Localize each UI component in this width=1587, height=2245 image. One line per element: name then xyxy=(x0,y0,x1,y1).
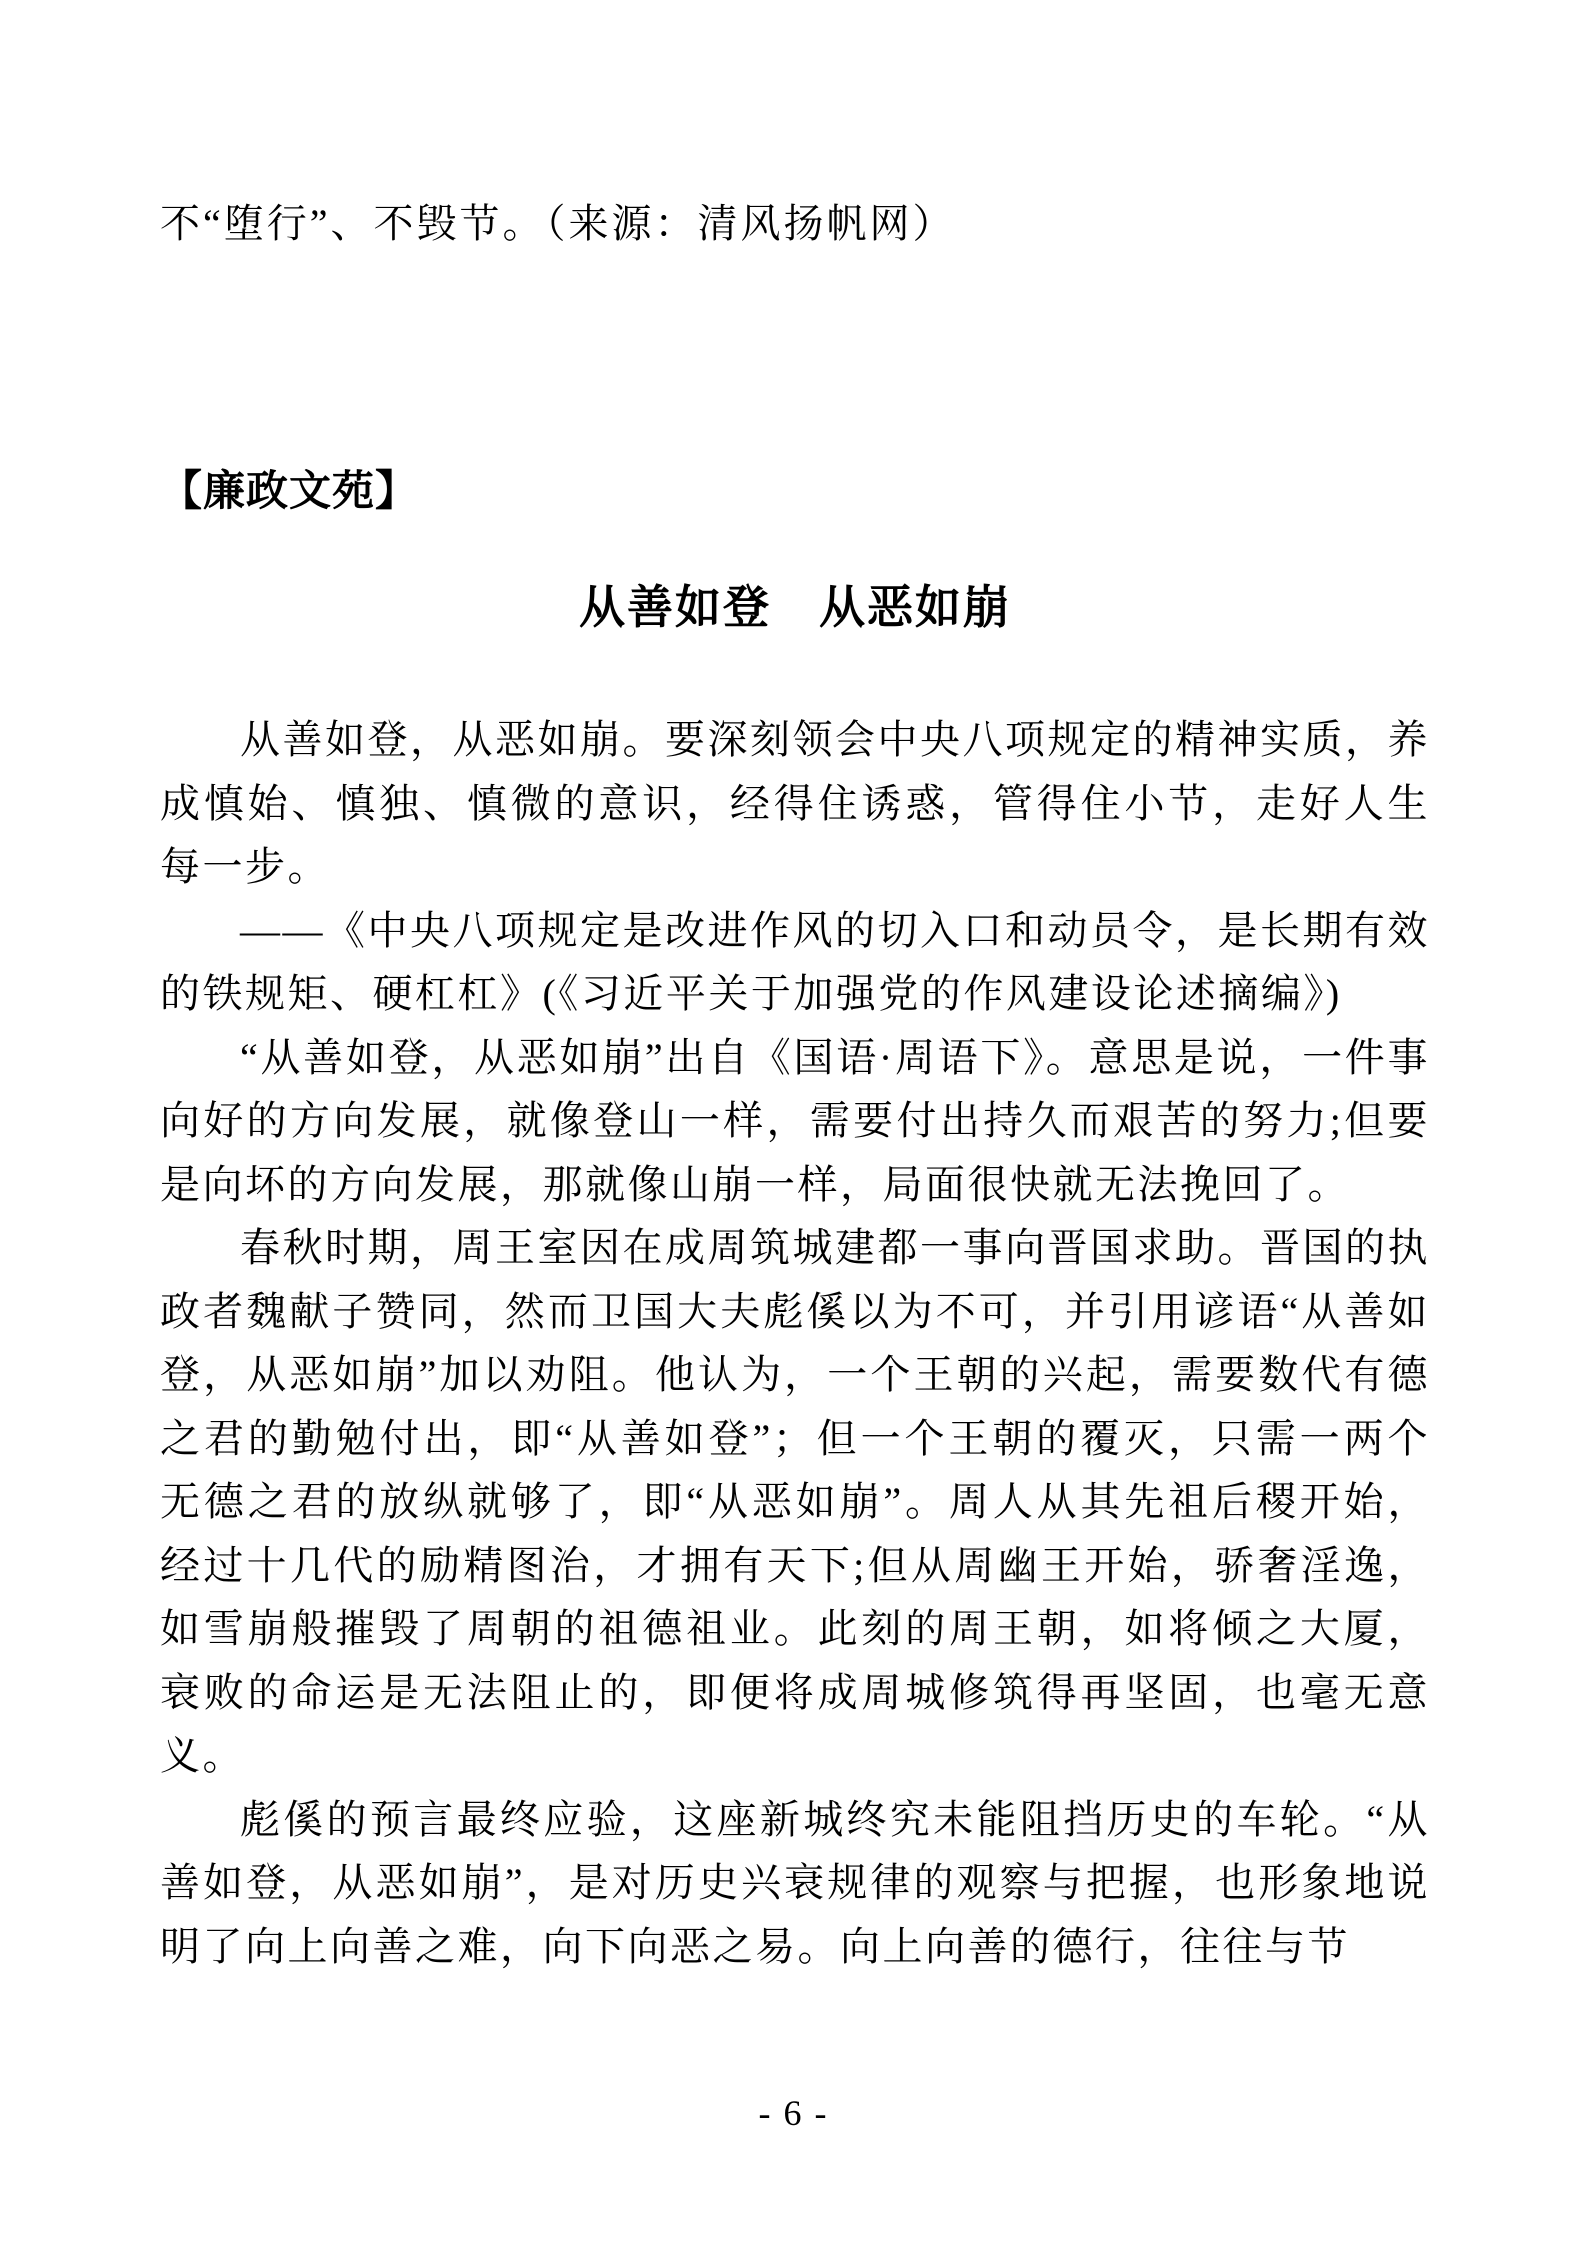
body-paragraph: 从善如登，从恶如崩。要深刻领会中央八项规定的精神实质，养成慎始、慎独、慎微的意识，经得住诱惑，管得住小节，走好人生每一步。 xyxy=(160,717,1430,889)
article-title: 从善如登 从恶如崩 xyxy=(579,582,1011,633)
body-paragraph: 彪傒的预言最终应验，这座新城终究未能阻挡历史的车轮。“从善如登，从恶如崩”，是对历史兴衰规律的观察与把握，也形象地说明了向上向善之难，向下向恶之易。向上向善的德行，往往与节 xyxy=(160,1796,1430,1969)
carryover-paragraph: 不“堕行”、不毁节。（来源：清风扬帆网） xyxy=(160,201,956,246)
section-header: 【廉政文苑】 xyxy=(160,469,419,515)
body-paragraph: “从善如登，从恶如崩”出自《国语·周语下》。意思是说，一件事向好的方向发展，就像登山一样，需要付出持久而艰苦的努力;但要是向坏的方向发展，那就像山崩一样，局面很快就无法挽回了。 xyxy=(160,1034,1430,1207)
body-paragraph: 春秋时期，周王室因在成周筑城建都一事向晋国求助。晋国的执政者魏献子赞同，然而卫国大夫彪傒以为不可，并引用谚语“从善如登，从恶如崩”加以劝阻。他认为，一个王朝的兴起，需要数代有德之君的勤勉付出，即“从善如登”；但一个王朝的覆灭，只需一两个无德之君的放纵就够了，即“从恶如崩”。周人从其先祖后稷开始，经过十几代的励精图治，才拥有天下;但从周幽王开始，骄奢淫逸，如雪崩般摧毁了周朝的祖德祖业。此刻的周王朝，如将倾之大厦，衰败的命运是无法阻止的，即便将成周城修筑得再坚固，也毫无意义。 xyxy=(160,1225,1430,1778)
body-paragraph: ——《中央八项规定是改进作风的切入口和动员令，是长期有效的铁规矩、硬杠杠》(《习近平关于加强党的作风建设论述摘编》) xyxy=(160,907,1430,1016)
page-number: - 6 - xyxy=(758,2093,829,2133)
